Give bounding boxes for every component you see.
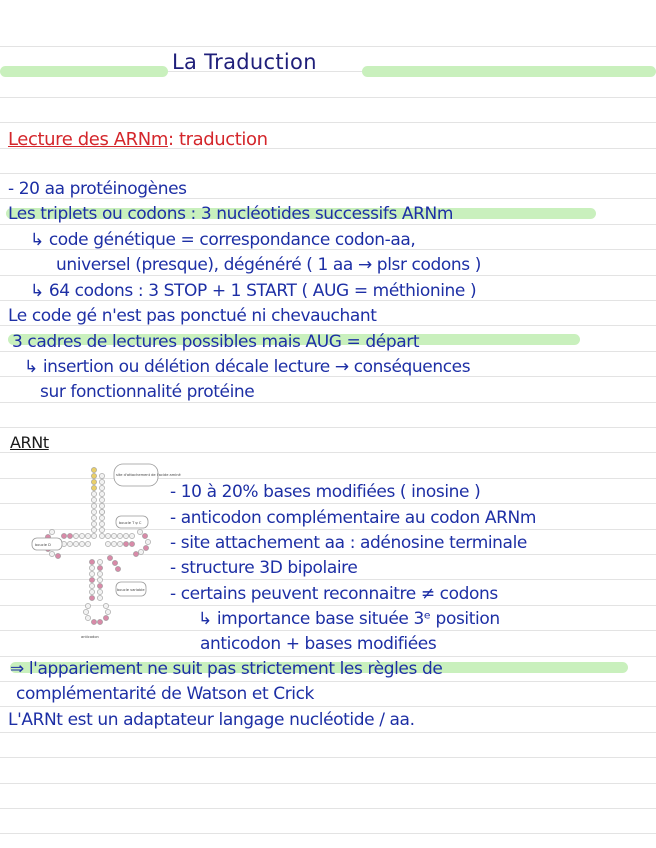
- figure-label-attachment: site d'attachement de l'acide aminé: [116, 473, 181, 477]
- rule-line: [0, 783, 656, 784]
- figure-label-anticodon: anticodon: [81, 635, 99, 639]
- figure-label-t-loop: boucle T ψ C: [119, 521, 142, 525]
- rule-line: [0, 732, 656, 733]
- trna-cloverleaf-figure: [28, 462, 181, 640]
- rule-line: [0, 122, 656, 123]
- rule-line: [0, 808, 656, 809]
- note-line: - structure 3D bipolaire: [170, 558, 358, 578]
- note-line: anticodon + bases modifiées: [200, 634, 437, 654]
- note-line: 3 cadres de lectures possibles mais AUG = départ: [12, 332, 420, 352]
- rule-line: [0, 833, 656, 834]
- note-line: L'ARNt est un adaptateur langage nucléotide / aa.: [8, 710, 415, 730]
- page-title: La Traduction: [172, 50, 317, 74]
- note-line: - site attachement aa : adénosine terminale: [170, 533, 527, 553]
- rule-line: [0, 97, 656, 98]
- title-highlight-left: [0, 66, 168, 77]
- section-heading: [8, 129, 268, 151]
- rule-line: [0, 656, 656, 657]
- note-line: universel (presque), dégénéré ( 1 aa → plsr codons ): [56, 255, 481, 275]
- note-line: ↳ code génétique = correspondance codon-aa,: [30, 230, 416, 250]
- rule-line: [0, 46, 656, 47]
- section-heading-arnt: ARNt: [10, 433, 49, 452]
- rule-line: [0, 706, 656, 707]
- title-highlight-right: [362, 66, 656, 77]
- rule-line: [0, 427, 656, 428]
- note-line: Les triplets ou codons : 3 nucléotides successifs ARNm: [8, 204, 454, 224]
- note-line: - 10 à 20% bases modifiées ( inosine ): [170, 482, 481, 502]
- note-line: complémentarité de Watson et Crick: [16, 684, 314, 704]
- figure-label-variable-loop: boucle variable: [117, 588, 145, 592]
- note-line: - 20 aa protéinogènes: [8, 179, 187, 199]
- rule-line: [0, 681, 656, 682]
- note-line: - certains peuvent reconnaitre ≠ codons: [170, 584, 498, 604]
- figure-label-d-loop: boucle D: [35, 543, 51, 547]
- note-line: sur fonctionnalité protéine: [40, 382, 255, 402]
- rule-line: [0, 173, 656, 174]
- rule-line: [0, 757, 656, 758]
- note-line: ↳ 64 codons : 3 STOP + 1 START ( AUG = méthionine ): [30, 281, 477, 301]
- note-line: - anticodon complémentaire au codon ARNm: [170, 508, 537, 528]
- section-heading-main: Lecture des ARNm: [8, 129, 168, 150]
- note-line: ↳ insertion ou délétion décale lecture → conséquences: [24, 357, 471, 377]
- note-line: Le code gé n'est pas ponctué ni chevauchant: [8, 306, 377, 326]
- rule-line: [0, 452, 656, 453]
- note-line: ↳ importance base située 3ᵉ position: [198, 609, 500, 629]
- note-line: ⇒ l'appariement ne suit pas strictement les règles de: [10, 659, 443, 679]
- section-heading-rest: : traduction: [167, 129, 268, 150]
